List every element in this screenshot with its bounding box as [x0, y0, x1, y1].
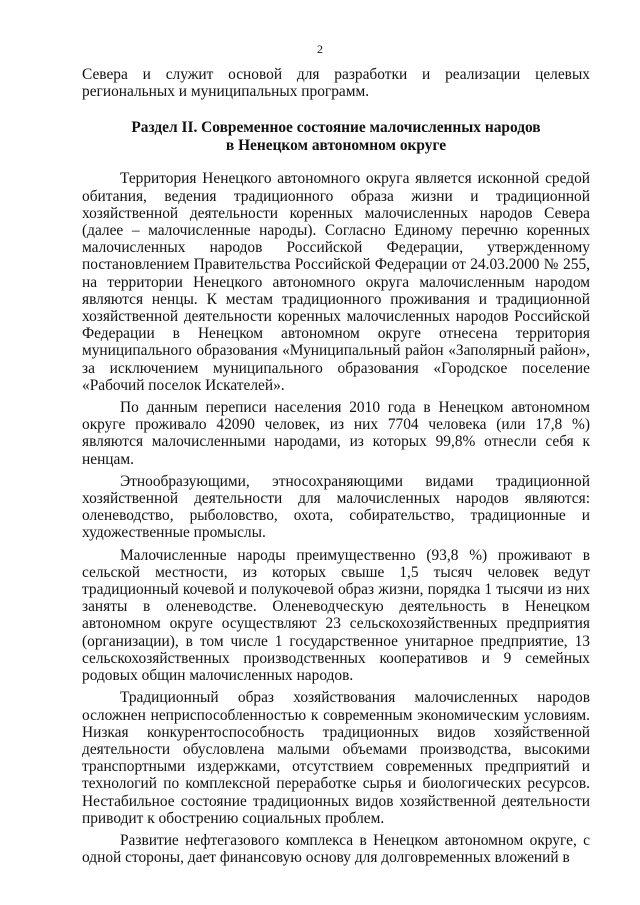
page-number: 2	[317, 42, 323, 56]
document-body	[82, 66, 590, 871]
paragraph-rural-population: Малочисленные народы преимущественно (93,8 %) проживают в сельской местности, из которых свыше 1,5 тысяч человек ведут традиционный кочевой и полукочевой образ жизни, порядка 1 тысячи из них заняты в оленеводстве. Оленеводческую деятельность в Ненецком автономном округе осуществляют 23 сельскохозяйственных предприятия (организации), в том числе 1 государственное унитарное предприятие, 13 сельскохозяйственных производственных кооперативов и 9 семейных родовых общин малочисленных народов.	[82, 546, 590, 685]
paragraph-oil-gas: Развитие нефтегазового комплекса в Ненецком автономном округе, с одной стороны, дает финансовую основу для долговременных вложений в	[82, 831, 590, 867]
paragraph-census: По данным переписи населения 2010 года в Ненецком автономном округе проживало 42090 человек, из них 7704 человека (или 17,8 %) являются малочисленными народами, из которых 99,8% отнесли себя к ненцам.	[82, 399, 590, 468]
continuation-paragraph: Севера и служит основой для разработки и реализации целевых региональных и муниципальных программ.	[82, 66, 590, 101]
section-heading-line-2: в Ненецком автономном округе	[225, 136, 447, 154]
paragraph-traditional-economy: Традиционный образ хозяйствования малочисленных народов осложнен неприспособленностью к современным экономическим условиям. Низкая конкурентоспособность традиционных видов хозяйственной деятельности обусловлена малыми объемами производства, высокими транспортными издержками, отсутствием современных предприятий и технологий по комплексной переработке сырья и биологических ресурсов. Нестабильное состояние традиционных видов хозяйственной деятельности приводит к обострению социальных проблем.	[82, 689, 590, 827]
section-heading-line-1: Раздел II. Современное состояние малочисленных народов	[131, 119, 541, 137]
section-heading	[82, 119, 590, 154]
paragraph-ethnic-activities: Этнообразующими, этносохраняющими видами традиционной хозяйственной деятельности для малочисленных народов являются: оленеводство, рыболовство, охота, собирательство, традиционные и художественные промыслы.	[82, 472, 590, 542]
paragraph-territory: Территория Ненецкого автономного округа является исконной средой обитания, ведения традиционного образа жизни и традиционной хозяйственной деятельности коренных малочисленных народов Севера (далее – малочисленные народы). Согласно Единому перечню коренных малочисленных народов Российской Федерации, утвержденному постановлением Правительства Российской Федерации от 24.03.2000 № 255, на территории Ненецкого автономного округа малочисленным народом являются ненцы. К местам традиционного проживания и традиционной хозяйственной деятельности коренных малочисленных народов Российской Федерации в Ненецком автономном округе отнесена территория муниципального образования «Муниципальный район «Заполярный район», за исключением муниципального образования «Городское поселение «Рабочий поселок Искателей».	[82, 170, 590, 394]
